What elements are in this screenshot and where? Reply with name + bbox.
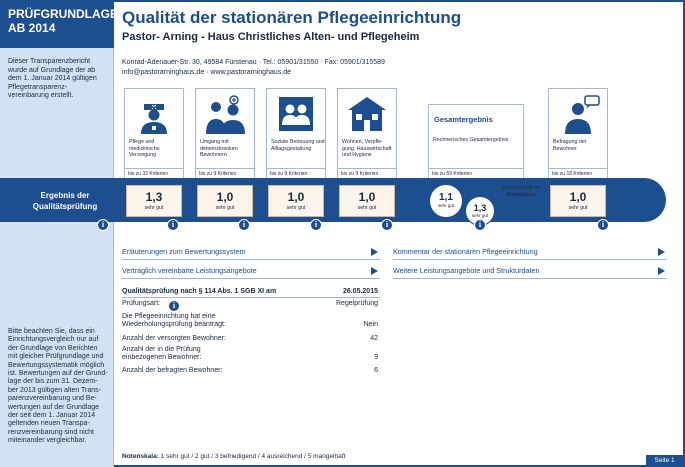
grade-text: sehr gut <box>144 205 164 211</box>
grade-text: sehr gut <box>568 205 588 211</box>
inspection-type-value: Regelprüfung <box>335 300 378 307</box>
state-average-label: Durchschnitt im Bundesland <box>502 185 540 198</box>
grade-scale-text: 1 sehr gut / 2 gut / 3 befriedigend / 4 ausreichend / 5 mangelhaft <box>160 453 346 460</box>
category-criteria: bis zu 18 Kriterien <box>549 168 607 178</box>
inspection-heading: Qualitätsprüfung nach § 114 Abs. 1 SGB XI am <box>122 288 277 295</box>
state-average-text: sehr gut <box>471 213 489 218</box>
inspection-row-label: Wiederholungsprüfung beantragt: <box>122 321 226 328</box>
inspection-row-label: Anzahl der befragten Bewohner: <box>122 367 223 374</box>
inspection-type-row <box>122 300 380 312</box>
overall-heading: Gesamtergebnis <box>434 115 493 124</box>
category-criteria: bis zu 9 Kriterien <box>267 168 325 178</box>
category-care <box>124 88 184 179</box>
inspection-heading-row <box>122 288 380 298</box>
grade-living <box>339 185 395 217</box>
social-care-icon <box>273 94 319 134</box>
category-criteria: bis zu 9 Kriterien <box>196 168 254 178</box>
grade-value: 1,0 <box>287 190 305 204</box>
category-criteria: bis zu 9 Kriterien <box>338 168 396 178</box>
inspection-row-value: Nein <box>363 321 378 328</box>
state-average-value: 1,3 <box>473 203 487 213</box>
facility-address <box>122 58 385 78</box>
link-contracted-services[interactable] <box>122 262 380 279</box>
category-label: Wohnen, Verpfle- gung, Hauswirtschaft und Hygiene <box>342 139 392 158</box>
category-living <box>337 88 397 179</box>
inspection-row-value: 42 <box>370 335 378 342</box>
grade-text: sehr gut <box>357 205 377 211</box>
sidebar-heading <box>0 0 118 48</box>
page-number: Seite 1 <box>646 455 683 466</box>
inspection-date: 26.05.2015 <box>342 288 378 295</box>
sidebar-note: Bitte beachten Sie, dass ein Einrichtungsvergleich nur auf der Grundlage von Berichten mit gleicher Prüfgrundlage und Bewertungssystematik möglich ist. Bewertungen auf der Grund- lage der bis zum 31. Dezem- ber 2013 gültigen alten Trans- parenzvereinbarung und Be- wertungen auf der Grundlage der seit dem 1. Januar 2014 geltenden neuen Transpa- renzvereinbarung sind nicht miteinander vergleichbar. <box>8 328 108 445</box>
link-label: Weitere Leistungsangebote und Strukturdaten <box>393 266 540 275</box>
category-criteria: bis zu 32 Kriterien <box>125 168 183 178</box>
sidebar-intro: Dieser Transparenzbericht wurde auf Grundlage der ab dem 1. Januar 2014 gültigen Pflegetransparenz- vereinbarung erstellt. <box>8 58 97 100</box>
sidebar-heading-line2: AB 2014 <box>8 21 56 35</box>
info-icon[interactable]: i <box>381 219 393 231</box>
dementia-care-icon <box>202 94 248 134</box>
info-icon[interactable]: i <box>168 300 180 312</box>
house-icon <box>344 94 390 134</box>
link-further-services[interactable] <box>393 262 667 279</box>
arrow-right-icon <box>371 248 378 256</box>
grade-dementia <box>197 185 253 217</box>
overall-grade-text: sehr gut <box>437 203 455 208</box>
grade-scale-label: Notenskala: <box>122 453 159 460</box>
grade-value: 1,0 <box>216 190 234 204</box>
grade-text: sehr gut <box>286 205 306 211</box>
arrow-right-icon <box>371 267 378 275</box>
result-band-label: Ergebnis der Qualitätsprüfung <box>32 191 98 211</box>
inspection-type-label: Prüfungsart: <box>122 300 161 307</box>
info-icon[interactable]: i <box>97 219 109 231</box>
overall-grade-value: 1,1 <box>439 192 453 203</box>
link-facility-comment[interactable] <box>393 243 667 260</box>
sidebar-heading-line1: PRÜFGRUNDLAGE <box>8 7 118 21</box>
grade-text: sehr gut <box>215 205 235 211</box>
inspection-row-label: Anzahl der versorgten Bewohner: <box>122 335 226 342</box>
category-label: Soziale Betreuung und Alltagsgestaltung <box>271 139 325 152</box>
category-survey <box>548 88 608 179</box>
survey-icon <box>555 94 601 134</box>
info-icon[interactable]: i <box>310 219 322 231</box>
info-icon[interactable]: i <box>238 219 250 231</box>
facility-name: Pastor- Arning - Haus Christliches Alten- und Pflegeheim <box>122 31 420 43</box>
link-label: Vertraglich vereinbarte Leistungsangebote <box>122 266 257 275</box>
grade-value: 1,3 <box>145 190 163 204</box>
inspection-row-label: Anzahl der in die Prüfung <box>122 346 201 353</box>
category-label: Rechnerisches Gesamtergebnis <box>433 137 509 143</box>
page-title: Qualität der stationären Pflegeeinrichtung <box>122 8 462 27</box>
inspection-row-value: 9 <box>374 354 378 361</box>
link-label: Kommentar der stationären Pflegeeinrichtung <box>393 247 538 256</box>
category-label: Pflege und medizinische Versorgung <box>129 139 160 158</box>
address-line: Konrad-Adenauer-Str. 30, 49584 Fürstenau · Tel.: 05901/31550 · Fax: 05901/315589 <box>122 59 385 66</box>
category-overall <box>428 104 524 179</box>
link-rating-system[interactable] <box>122 243 380 260</box>
grade-scale <box>122 453 345 460</box>
grade-value: 1,0 <box>569 190 587 204</box>
sidebar <box>0 0 118 467</box>
arrow-right-icon <box>658 248 665 256</box>
grade-social <box>268 185 324 217</box>
arrow-right-icon <box>658 267 665 275</box>
grade-care <box>126 185 182 217</box>
inspection-row-label: einbezogenen Bewohner: <box>122 354 202 361</box>
category-social <box>266 88 326 179</box>
category-label: Umgang mit demenzkranken Bewohnern <box>200 139 238 158</box>
category-label: Befragung der Bewohner <box>553 139 587 152</box>
overall-grade-circle <box>429 184 463 218</box>
grade-survey <box>550 185 606 217</box>
category-criteria: bis zu 59 Kriterien <box>429 168 523 178</box>
info-icon[interactable]: i <box>597 219 609 231</box>
info-icon[interactable]: i <box>167 219 179 231</box>
link-label: Erläuterungen zum Bewertungssystem <box>122 247 246 256</box>
inspection-row-value: 6 <box>374 367 378 374</box>
category-dementia <box>195 88 255 179</box>
nurse-icon <box>131 94 177 134</box>
inspection-row-label: Die Pflegeeinrichtung hat eine <box>122 313 216 320</box>
grade-value: 1,0 <box>358 190 376 204</box>
contact-line[interactable]: info@pastorarninghaus.de · www.pastorarninghaus.de <box>122 69 291 76</box>
info-icon[interactable]: i <box>474 219 486 231</box>
